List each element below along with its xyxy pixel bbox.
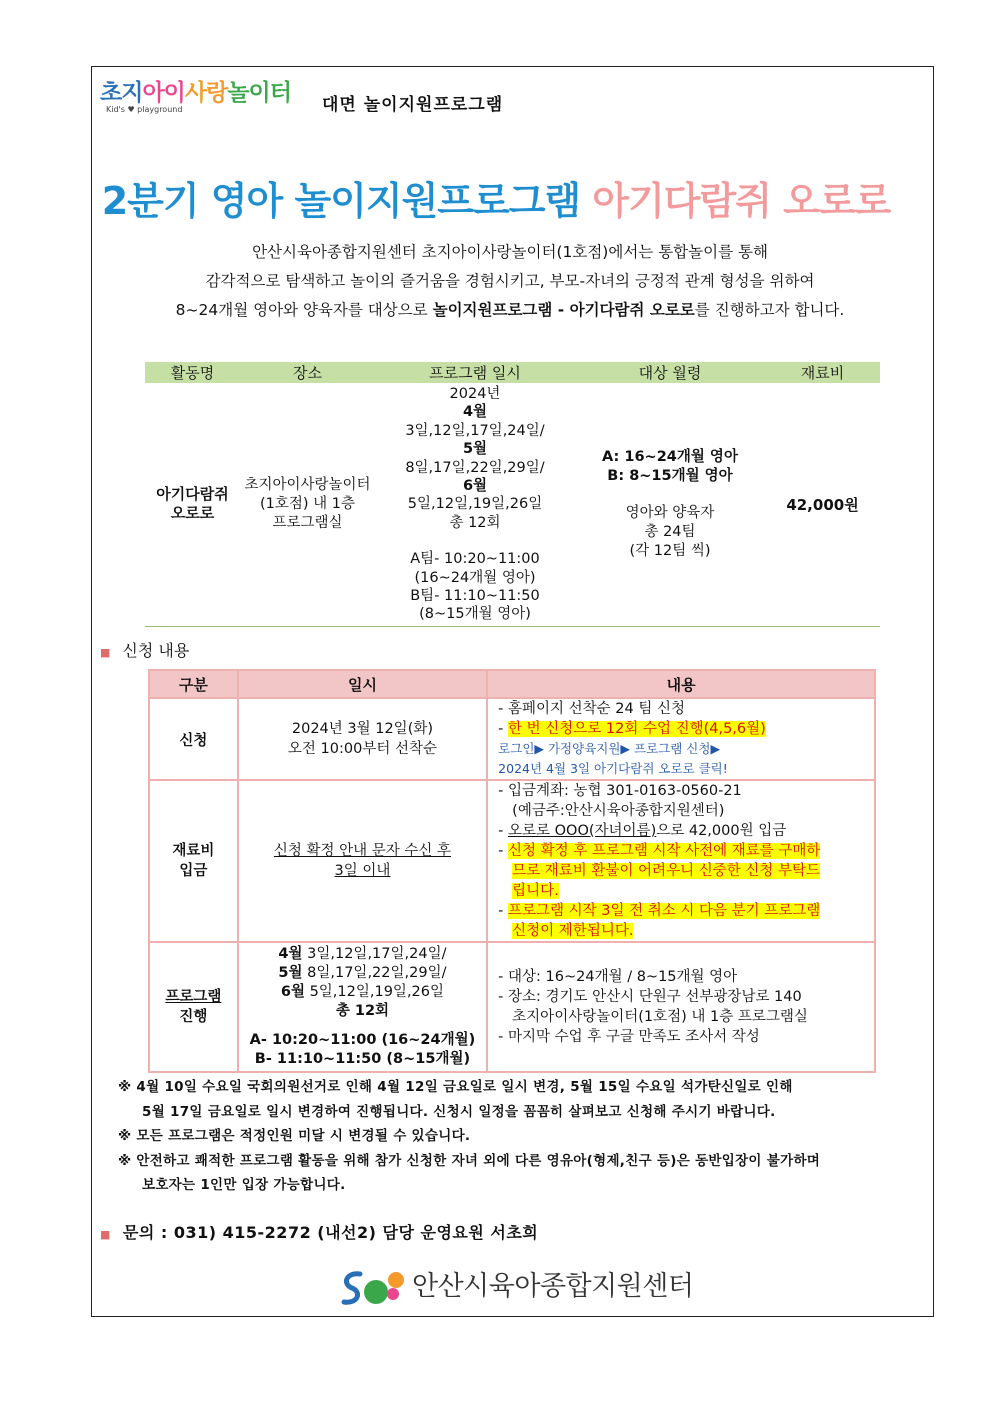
table-header-cell: 구분 xyxy=(149,670,238,698)
main-title xyxy=(0,170,992,225)
main-title-part2: 아기다람쥐 오로로 xyxy=(592,179,891,223)
footer-org: 안산시육아종합지원센터 xyxy=(338,1264,693,1310)
target-a: A: 16~24개월 영아 xyxy=(602,448,738,465)
progress-date: 4월 3일,12일,17일,24일/ 5월 8일,17일,22일,29일/ 6월 5일,12일,19일,26일 총 12회 A- 10:20~11:00 (16~24개월) B- 11:10~11:50 (8~15개월) xyxy=(238,942,487,1072)
header-title: 대면 놀이지원프로그램 xyxy=(322,95,504,115)
team-a-age: (16~24개월 영아) xyxy=(414,569,536,586)
note-line: ※ 4월 10일 수요일 국회의원선거로 인해 4월 12일 금요일로 일시 변경, 5월 15일 수요일 석가탄신일로 인해 xyxy=(118,1079,793,1095)
intro-line: 감각적으로 탐색하고 놀이의 즐거움을 경험시키고, 부모-자녀의 긍정적 관계 형성을 위하여 xyxy=(205,272,815,290)
intro-paragraph xyxy=(100,238,920,325)
table-row xyxy=(145,383,880,626)
table-header-cell: 활동명 xyxy=(145,362,240,383)
row-label: 프로그램 진행 xyxy=(149,942,238,1072)
team-b-age: (8~15개월 영아) xyxy=(419,606,531,623)
apply-table xyxy=(148,669,876,1073)
target-who: 영아와 양육자 xyxy=(625,504,715,521)
bullet-square-icon: ■ xyxy=(100,646,111,659)
date-month: 5월 xyxy=(462,441,488,458)
table-header-cell: 재료비 xyxy=(765,362,880,383)
table-header-cell: 내용 xyxy=(487,670,875,698)
table-header-row xyxy=(145,362,880,383)
row-label: 재료비 입금 xyxy=(149,780,238,942)
program-fee: 42,000원 xyxy=(765,383,880,626)
payment-content: - 입금계좌: 농협 301-0163-0560-21 (예금주:안산시육아종합지원센터) - 오로로 OOO(자녀이름)으로 42,000원 입금 - 신청 확정 후 프로그램 시작 사전에 재료를 구매하 므로 재료비 환불이 어려우니 신중한 신청 부탁드 립니다. - 프로그램 시작 3일 전 취소 시 다음 분기 프로그램 신청이 제한됩니다. xyxy=(487,780,875,942)
program-name: 아기다람쥐 오로로 xyxy=(145,383,240,626)
intro-bold: 놀이지원프로그램 - 아기다람쥐 오로로 xyxy=(432,301,695,319)
intro-line: 8~24개월 영아와 양육자를 대상으로 놀이지원프로그램 - 아기다람쥐 오로로를 진행하고자 합니다. xyxy=(175,301,845,319)
program-target xyxy=(575,383,765,626)
note-line: 보호자는 1인만 입장 가능합니다. xyxy=(142,1177,346,1193)
logo xyxy=(100,74,315,116)
note-line: 5월 17일 금요일로 일시 변경하여 진행됩니다. 신청시 일정을 꼼꼼히 살펴보고 신청해 주시기 바랍니다. xyxy=(142,1103,776,1120)
table-row xyxy=(149,942,875,1072)
payment-date: 신청 확정 안내 문자 수신 후 3일 이내 xyxy=(238,780,487,942)
bullet-square-icon: ■ xyxy=(100,1228,111,1241)
target-each: (각 12팀 씩) xyxy=(629,542,711,559)
date-year: 2024년 xyxy=(449,386,501,402)
table-header-cell: 프로그램 일시 xyxy=(375,362,575,383)
date-month: 6월 xyxy=(462,478,488,495)
table-header-cell: 대상 월령 xyxy=(575,362,765,383)
date-month: 4월 xyxy=(462,404,488,421)
note-line: ※ 모든 프로그램은 적정인원 미달 시 변경될 수 있습니다. xyxy=(118,1128,471,1144)
target-teams: 총 24팀 xyxy=(644,523,696,540)
apply-section-title: ■ 신청 내용 xyxy=(100,641,190,660)
logo-text: 초지아이사랑놀이터 xyxy=(100,80,291,106)
highlight-text: 한 번 신청으로 12회 수업 진행(4,5,6월) xyxy=(508,721,766,737)
row-label: 신청 xyxy=(149,698,238,780)
date-days: 8일,17일,22일,29일/ xyxy=(405,459,545,476)
date-days: 3일,12일,17일,24일/ xyxy=(405,422,545,439)
table-row xyxy=(149,698,875,780)
contact-info: ■ 문의 : 031) 415-2272 (내선2) 담당 운영요원 서초희 xyxy=(100,1223,539,1242)
notes xyxy=(118,1075,908,1198)
apply-date: 2024년 3월 12일(화) 오전 10:00부터 선착순 xyxy=(238,698,487,780)
main-title-part1: 2분기 영아 놀이지원프로그램 xyxy=(101,179,581,223)
logo-sub: Kid's ♥ playground xyxy=(106,105,183,114)
intro-line: 안산시육아종합지원센터 초지아이사랑놀이터(1호점)에서는 통합놀이를 통해 xyxy=(252,243,768,261)
table-header-cell: 장소 xyxy=(240,362,375,383)
date-total: 총 12회 xyxy=(449,514,501,531)
program-place: 초지아이사랑놀이터 (1호점) 내 1층 프로그램실 xyxy=(240,383,375,626)
table-header-row xyxy=(149,670,875,698)
team-b-time: B팀- 11:10~11:50 xyxy=(410,588,540,605)
table-header-cell: 일시 xyxy=(238,670,487,698)
team-a-time: A팀- 10:20~11:00 xyxy=(410,551,540,568)
table-row xyxy=(149,780,875,942)
program-dates xyxy=(375,383,575,626)
program-table xyxy=(145,362,880,627)
target-b: B: 8~15개월 영아 xyxy=(607,467,733,484)
org-logo-icon xyxy=(338,1266,406,1310)
note-line: ※ 안전하고 쾌적한 프로그램 활동을 위해 참가 신청한 자녀 외에 다른 영유아(형제,친구 등)은 동반입장이 불가하며 xyxy=(118,1152,821,1169)
apply-content: - 홈페이지 선착순 24 팀 신청 - 한 번 신청으로 12회 수업 진행(4,5,6월) 로그인▶ 가정양육지원▶ 프로그램 신청▶ 2024년 4월 3일 아기다람쥐 오로로 클릭! xyxy=(487,698,875,780)
progress-content: - 대상: 16~24개월 / 8~15개월 영아 - 장소: 경기도 안산시 단원구 선부광장남로 140 초지아이사랑놀이터(1호점) 내 1층 프로그램실 - 마지막 수업 후 구글 만족도 조사서 작성 xyxy=(487,942,875,1072)
date-days: 5일,12일,19일,26일 xyxy=(407,496,543,513)
